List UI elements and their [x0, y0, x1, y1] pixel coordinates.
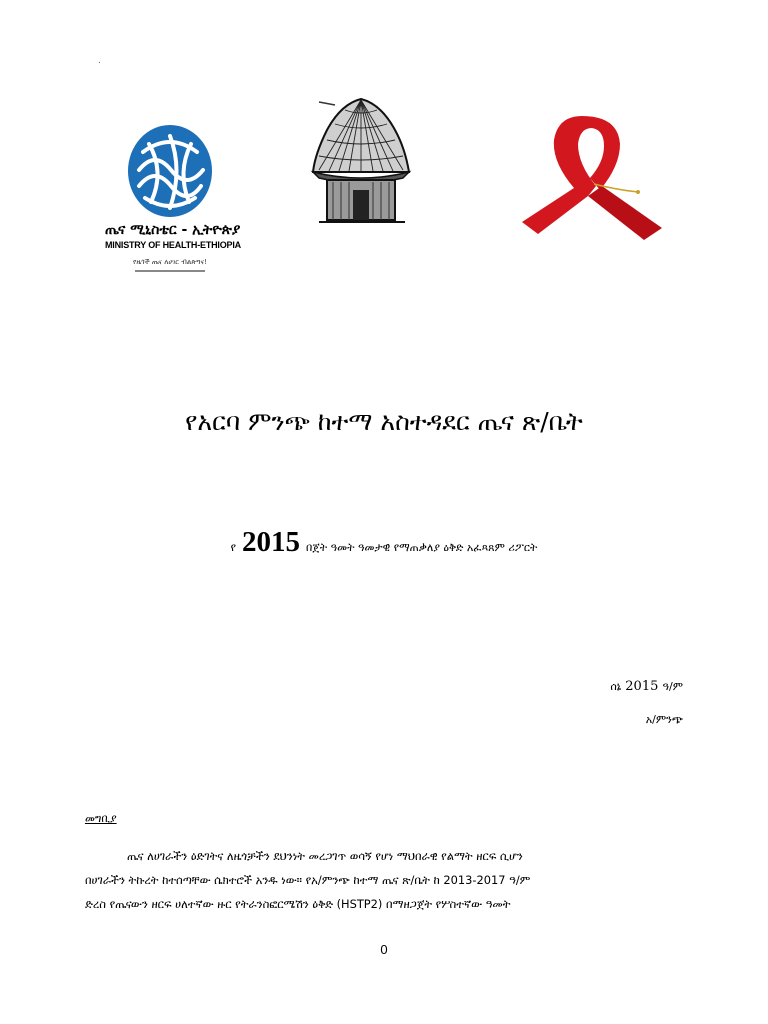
date-month: ሰኔ	[610, 680, 622, 693]
traditional-hut-icon	[305, 96, 417, 226]
date-year: 2015	[625, 679, 659, 694]
date-suffix: ዓ/ም	[662, 680, 683, 693]
stray-mark: .	[98, 56, 101, 66]
section-heading: መግቢያ	[85, 812, 117, 825]
moh-english-name: MINISTRY OF HEALTH-ETHIOPIA	[105, 240, 241, 250]
hut-logo	[305, 96, 417, 230]
subtitle-prefix: የ	[230, 541, 237, 554]
ministry-of-health-logo	[105, 118, 241, 283]
page-number: 0	[380, 942, 388, 957]
red-ribbon-icon	[508, 110, 668, 245]
report-location: አ/ምንጭ	[645, 713, 683, 726]
paragraph-line-2: በሀገራችን ትኩረት ከተሰጣቸው ሴክተሮች አንዱ ነው። የአ/ምንጭ ከተማ ጤና ጽ/ቤት ከ 2013-2017 ዓ/ም	[85, 873, 531, 887]
subtitle-year: 2015	[242, 526, 301, 558]
moh-tagline: የዜጎች ጤና ለሀገር ብልጽግና!	[133, 258, 207, 266]
paragraph-line-1: ጤና ለሀገራችን ዕድገትና ለዜጎቻችን ደህንነት መረጋገጥ ወሳኝ የሆነ ማህበራዊ የልማት ዘርፍ ሲሆን	[127, 849, 523, 863]
moh-fine-print	[135, 270, 205, 272]
report-date	[610, 679, 683, 694]
red-ribbon-logo	[508, 110, 668, 249]
paragraph-line-3: ድረስ የጤናውን ዘርፍ ሀለተኛው ዙር የትራንስፎርሜሽን ዕቅድ (HSTP2) በማዘጋጀት የሦስተኛው ዓመት	[85, 897, 511, 911]
moh-amharic-name: ጤና ሚኒስቴር - ኢትዮጵያ	[105, 222, 241, 238]
subtitle-text: በጀት ዓመት ዓመታዊ የማጠቃለያ ዕቅድ አፈጻጸም ሪፖርት	[306, 541, 538, 554]
document-title: የአርባ ምንጭ ከተማ አስተዳደር ጤና ጽ/ቤት	[185, 407, 583, 436]
moh-emblem-icon	[125, 122, 215, 220]
report-subtitle	[0, 526, 768, 559]
